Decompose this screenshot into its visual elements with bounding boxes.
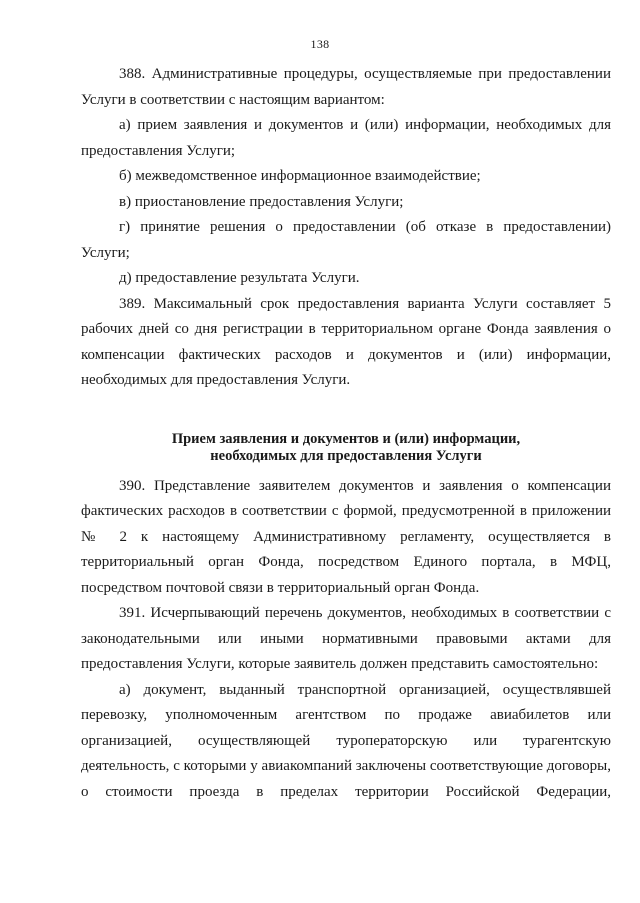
paragraph-389: 389. Максимальный срок предоставления варианта Услуги составляет 5 рабочих дней со дня регистрации в территориальном органе Фонда заявления о компенсации фактических расходов и документов и (или) информации, необходимых для предоставления Услуги. bbox=[81, 295, 611, 388]
section-heading-line-1: Прием заявления и документов и (или) информации, bbox=[171, 430, 521, 447]
paragraph-390: 390. Представление заявителем документов и заявления о компенсации фактических расходов в соответствии с формой, предусмотренной в приложении № 2 к настоящему Административному регламенту, осуществляется в территориальный орган Фонда, посредством Единого портала, в МФЦ, посредством почтовой связи в территориальный орган Фонда. bbox=[81, 477, 611, 596]
list-item-391-a: а) документ, выданный транспортной организацией, осуществлявшей перевозку, уполномоченным агентством по продаже авиабилетов или организацией, осуществляющей туроператорскую или турагентскую деятельность, с которыми у авиакомпаний заключены соответствующие договоры, о стоимости проезда в пределах территории Российской Федерации, bbox=[81, 681, 611, 800]
page-number: 138 bbox=[310, 37, 330, 51]
list-item-v: в) приостановление предоставления Услуги; bbox=[119, 193, 404, 210]
paragraph-388: 388. Административные процедуры, осуществляемые при предоставлении Услуги в соответствии с настоящим вариантом: bbox=[81, 66, 611, 108]
list-item-b: б) межведомственное информационное взаимодействие; bbox=[119, 168, 481, 184]
section-heading-line-2: необходимых для предоставления Услуги bbox=[210, 447, 482, 464]
list-item-g: г) принятие решения о предоставлении (об отказе в предоставлении) Услуги; bbox=[81, 219, 611, 261]
document-body bbox=[81, 62, 611, 805]
list-item-d: д) предоставление результата Услуги. bbox=[119, 270, 360, 286]
section-heading bbox=[81, 431, 611, 465]
paragraph-391: 391. Исчерпывающий перечень документов, необходимых в соответствии с законодательными или иными нормативными правовыми актами для предоставления Услуги, которые заявитель должен представить самостоятельно: bbox=[81, 605, 611, 672]
list-item-a: а) прием заявления и документов и (или) информации, необходимых для предоставления Услуги; bbox=[81, 117, 611, 159]
